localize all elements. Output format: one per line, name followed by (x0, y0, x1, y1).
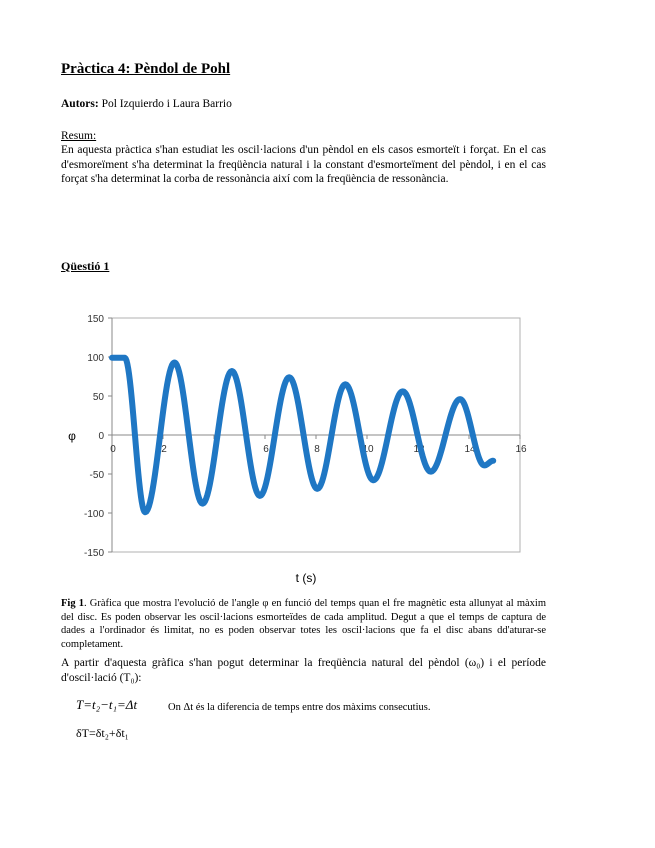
y-tick-label: 100 (87, 353, 104, 364)
x-tick-label: 8 (314, 444, 320, 455)
equation-period-note: On Δt és la diferencia de temps entre dos màxims consecutius. (168, 702, 431, 713)
y-tick-label: 0 (98, 431, 104, 442)
equation-period: T=t₂−t₁=Δt (76, 697, 138, 712)
y-tick-label: 150 (87, 314, 104, 325)
caption-label: Fig 1 (61, 598, 84, 609)
pendulum-angle-chart (56, 306, 536, 596)
x-tick-label: 0 (110, 444, 116, 455)
equation-error: δT=δt₂+δt₁ (76, 726, 129, 740)
x-tick-label: 14 (464, 444, 476, 455)
body-paragraph: A partir d'aquesta gràfica s'han pogut determinar la freqüència natural del pèndol (ω₀) i el període d'oscil·lació (T₀): (61, 657, 546, 684)
y-tick-label: -50 (89, 470, 104, 481)
summary-heading: Resum: (61, 130, 97, 142)
caption-text: . Gràfica que mostra l'evolució de l'angle φ en funció del temps quan el fre magnètic esta allunyat al màxim del disc. Es poden observar les oscil·lacions esmorteïdes de cada amplitud. Degut a que el temps de captura de dades a l'ordinador és limitat, no es poden observar totes les oscil·lacions que fa el disc abans dd'aturar-se completament. (61, 598, 546, 650)
y-tick-label: -100 (83, 509, 104, 520)
x-tick-label: 6 (263, 444, 269, 455)
y-tick-label: 50 (92, 392, 104, 403)
y-tick-label: -150 (83, 548, 104, 559)
x-axis-label: t (s) (295, 571, 317, 585)
x-tick-label: 16 (515, 444, 527, 455)
x-tick-label: 10 (362, 444, 374, 455)
x-tick-label: 4 (212, 444, 218, 455)
authors-line (61, 98, 232, 110)
page-title: Pràctica 4: Pèndol de Pohl (61, 61, 231, 77)
figure-caption (61, 597, 546, 651)
authors-names: Pol Izquierdo i Laura Barrio (98, 98, 232, 110)
x-tick-label: 2 (161, 444, 167, 455)
y-axis-label: φ (68, 429, 76, 443)
x-tick-label: 12 (413, 444, 425, 455)
section-heading: Qüestió 1 (61, 259, 110, 273)
authors-label: Autors: (61, 98, 99, 110)
summary-text: En aquesta pràctica s'han estudiat les oscil·lacions d'un pèndol en els casos esmorteït i forçat. En el cas d'esmoreïment s'ha determinat la freqüència natural i la constant d'esmorteïment del pèndol, i en el cas forçat s'ha determinat la corba de ressonància així com la freqüència de ressonància. (61, 144, 546, 185)
